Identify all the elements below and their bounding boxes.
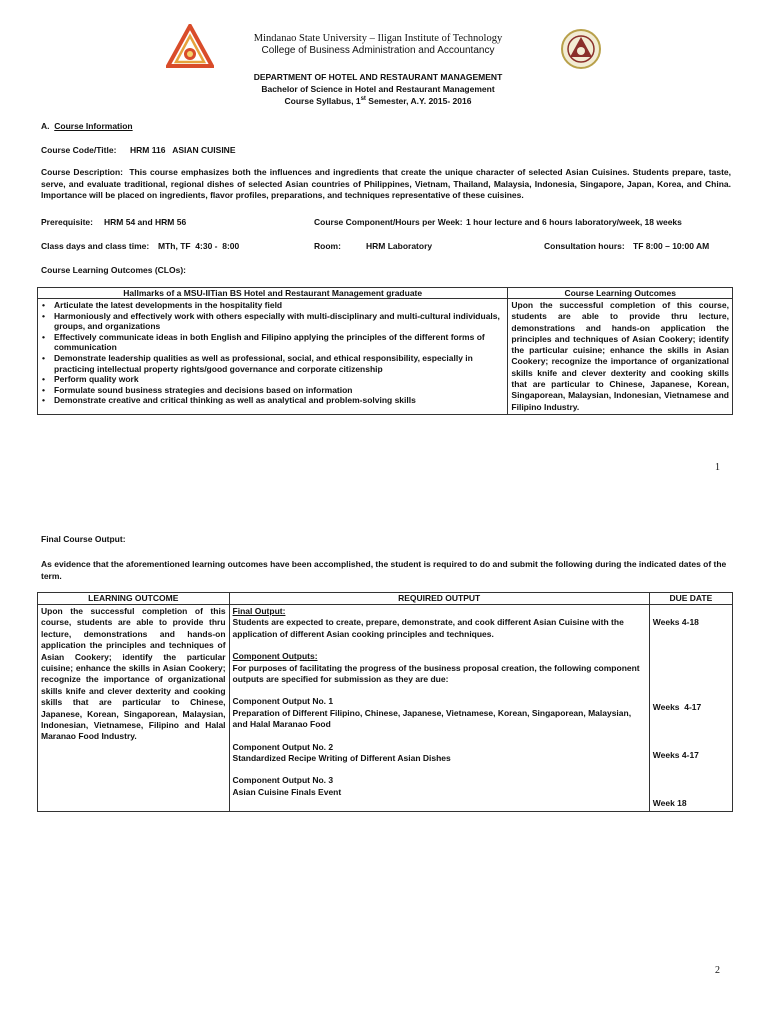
clo-col1-header: Hallmarks of a MSU-IITian BS Hotel and Restaurant Management graduate [38, 288, 508, 299]
component-output-3-text: Asian Cuisine Finals Event [232, 786, 342, 797]
consultation-value: TF 8:00 – 10:00 AM [633, 241, 710, 251]
component-output-1-title: Component Output No. 1 [232, 696, 334, 707]
prerequisite-value: HRM 54 and HRM 56 [104, 217, 187, 227]
component-outputs-heading: Component Outputs: [232, 651, 318, 662]
clo-col2-header: Course Learning Outcomes [508, 288, 733, 299]
col-due-date-header: DUE DATE [649, 593, 732, 605]
component-output-2-text: Standardized Recipe Writing of Different Asian Dishes [232, 753, 451, 764]
room-value: HRM Laboratory [366, 241, 433, 251]
col-required-output-header: REQUIRED OUTPUT [229, 593, 649, 605]
section-a-heading: A. Course Information [41, 121, 133, 131]
clo-label: Course Learning Outcomes (CLOs): [41, 265, 186, 275]
due-date-cell [649, 605, 732, 812]
component-outputs-text: For purposes of facilitating the progress of the business proposal creation, the following component outputs are specified for submission as they are due: [232, 662, 640, 685]
hallmark-item: • Effectively communicate ideas in both English and Filipino applying the principles of the different forms of communication [40, 332, 505, 353]
final-output-heading: Final Output: [232, 606, 286, 616]
due-date-co3: Week 18 [652, 798, 687, 808]
consultation-label: Consultation hours: [544, 241, 625, 251]
learning-outcome-cell [38, 605, 230, 812]
final-output-text: Students are expected to create, prepare, demonstrate, and cook different Asian Cuisine with the application of different Asian cooking principles and techniques. [232, 617, 624, 639]
course-code-label: Course Code/Title: [41, 145, 117, 155]
hallmark-item: • Harmoniously and effectively work with others especially with multi-disciplinary and multi-cultural individuals, groups, and organizations [40, 311, 505, 332]
learning-outcome-text: Upon the successful completion of this course, students are able to provide thru lecture, demonstrations and hands-on application the principles and techniques of Asian Cookery; identify the particular cuisine; enhance the skills in Asian Cookery; recognize the importance of organizational skills knife and clever dexterity and cooking skills that are particular to Chinese, Japanese, Korean, Singaporean, Malaysian, Indonesian, Vietnamese, Filipino and Halal Maranao Food Industry. [41, 606, 226, 742]
page-number-2: 2 [715, 965, 720, 976]
department-name: DEPARTMENT OF HOTEL AND RESTAURANT MANAGEMENT [253, 72, 503, 82]
course-component-value: 1 hour lecture and 6 hours laboratory/week, 18 weeks [466, 217, 682, 227]
course-description: Course Description: This course emphasizes both the influences and ingredients that create the unique character of selected Asian Cuisines. Students prepare, taste, serve, and evaluate traditional, regional dishes of selected Asian countries of Philippines, Vietnam, Thailand, Malaysia, Indonesia, Singapore, Japan, Korea, and China. Importance will be placed on ingredients, flavor profiles, preparations, and techniques representative of these cuisines. [41, 167, 731, 200]
component-output-2-title: Component Output No. 2 [232, 741, 334, 752]
component-output-1-text: Preparation of Different Filipino, Chinese, Japanese, Vietnamese, Korean, Singaporean, Malaysian, and Halal Maranao Food [232, 707, 632, 730]
program-name: Bachelor of Science in Hotel and Restaurant Management [261, 84, 495, 94]
clo-outcome-text: Upon the successful completion of this course, students are able to provide thru lecture, demonstrations and hands-on application the principles and techniques of Asian Cookery; identify the particular cuisine; enhance the skills in Asian Cookery; recognize the importance of organizational skills knife and clever dexterity and cooking skills that are particular to Chinese, Japanese, Korean, Singaporean, Malaysian, Indonesian, Vietnamese and Filipino Industry. [511, 300, 729, 412]
output-table [37, 592, 733, 812]
class-days-label: Class days and class time: [41, 241, 150, 251]
due-date-final: Weeks 4-18 [652, 617, 699, 627]
hallmarks-cell [38, 299, 508, 415]
final-output-title: Final Course Output: [41, 534, 126, 544]
room-label: Room: [314, 241, 341, 251]
prerequisite-label: Prerequisite: [41, 217, 93, 227]
hallmark-item: • Demonstrate creative and critical thinking as well as analytical and problem-solving skills [40, 395, 505, 406]
hallmark-item: • Perform quality work [40, 374, 505, 385]
syllabus-term: Course Syllabus, 1st Semester, A.Y. 2015- 2016 [284, 96, 472, 106]
col-learning-outcome-header: LEARNING OUTCOME [38, 593, 230, 605]
final-output-intro: As evidence that the aforementioned learning outcomes have been accomplished, the student is required to do and submit the following during the indicated dates of the term. [41, 559, 727, 581]
component-output-3-title: Component Output No. 3 [232, 775, 334, 786]
hallmark-item: • Articulate the latest developments in the hospitality field [40, 300, 505, 311]
due-date-co1: Weeks 4-17 [652, 702, 702, 712]
due-date-co2: Weeks 4-17 [652, 750, 699, 760]
hallmark-item: • Demonstrate leadership qualities as well as professional, social, and ethical responsibility, especially in practicing intellectual property rights/good governance and corporate citizenship [40, 353, 505, 374]
course-code-value: HRM 116 ASIAN CUISINE [130, 145, 236, 155]
university-name: Mindanao State University – Iligan Institute of Technology [253, 33, 503, 44]
class-days-value: MTh, TF 4:30 - 8:00 [158, 241, 240, 251]
college-name: College of Business Administration and Accountancy [261, 45, 495, 56]
page-number-1: 1 [715, 462, 720, 473]
hallmark-item: • Formulate sound business strategies and decisions based on information [40, 385, 505, 396]
clo-table [37, 287, 733, 415]
required-output-cell [229, 605, 649, 812]
clo-outcome-cell [508, 299, 733, 415]
course-component-label: Course Component/Hours per Week: [314, 217, 463, 227]
hallmarks-list [40, 300, 505, 406]
